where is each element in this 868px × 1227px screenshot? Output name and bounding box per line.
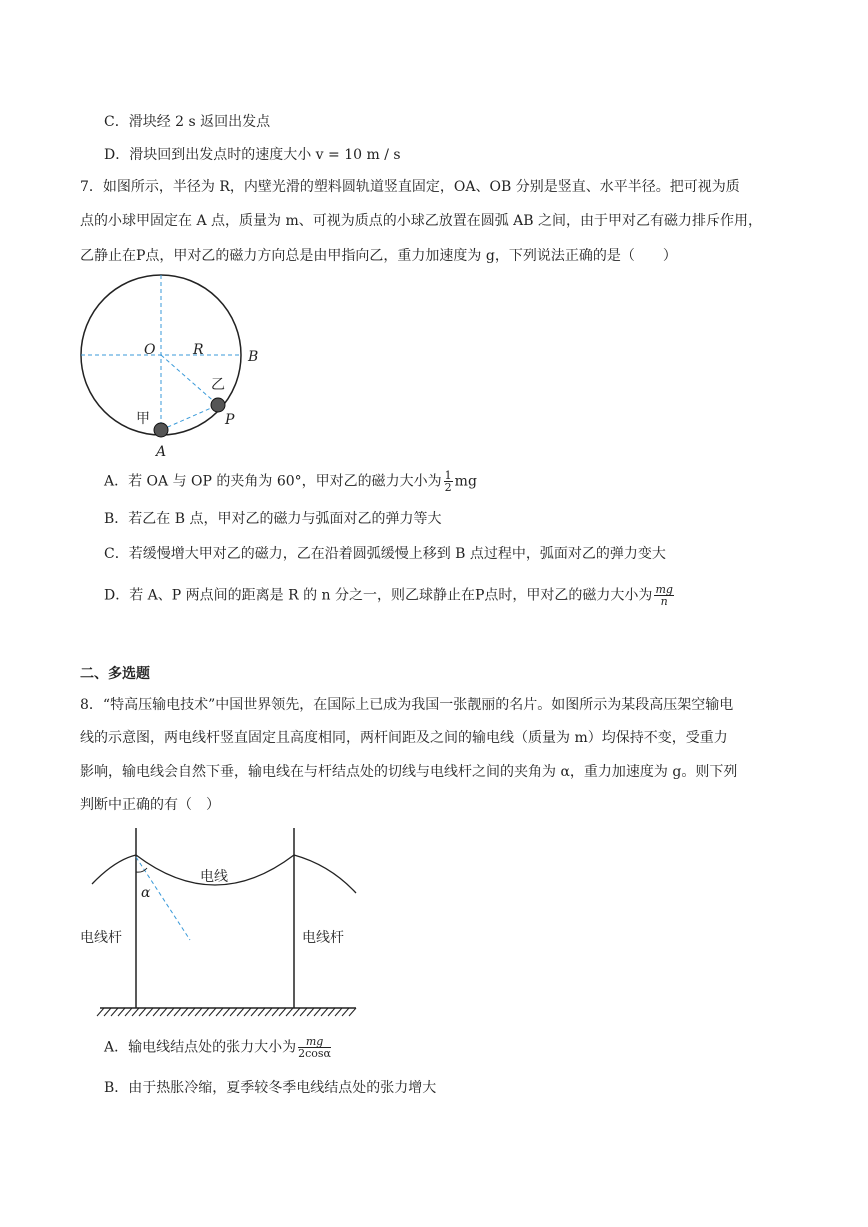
ground-hatch — [279, 1008, 286, 1016]
ground-hatch — [272, 1008, 279, 1016]
label-p: P — [225, 412, 235, 428]
ground-hatch — [314, 1008, 321, 1016]
ground-hatch — [160, 1008, 167, 1016]
q8-option-b: B．由于热胀冷缩，夏季较冬季电线结点处的张力增大 — [104, 1080, 437, 1096]
denominator: 2 — [444, 481, 452, 494]
ground-hatch — [328, 1008, 335, 1016]
fraction — [654, 584, 673, 607]
ground-hatch — [335, 1008, 342, 1016]
label-a: A — [156, 444, 167, 460]
fraction — [444, 470, 453, 493]
ground-hatch — [188, 1008, 195, 1016]
fraction — [298, 1036, 331, 1059]
q7-option-c: C．若缓慢增大甲对乙的磁力，乙在沿着圆弧缓慢上移到 B 点过程中，弧面对乙的弹力变大 — [104, 546, 666, 562]
label-pole-left: 电线杆 — [80, 930, 122, 946]
ground-hatch — [146, 1008, 153, 1016]
ground-hatch — [139, 1008, 146, 1016]
ground-hatch — [174, 1008, 181, 1016]
section-title: 二、多选题 — [80, 666, 150, 682]
circle-track-diagram — [81, 275, 258, 460]
ground-hatch — [111, 1008, 118, 1016]
numerator: mg — [298, 1036, 331, 1048]
q8-stem-line3: 影响，输电线会自然下垂，输电线在与杆结点处的切线与电线杆之间的夹角为 α，重力加速度为 g。则下列 — [80, 764, 738, 780]
label-pole-right: 电线杆 — [302, 930, 344, 946]
ground-hatch — [181, 1008, 188, 1016]
label-o: O — [144, 342, 156, 358]
ground-hatch — [293, 1008, 300, 1016]
q7-option-a-tail: mg — [454, 473, 477, 490]
ground-hatch — [223, 1008, 230, 1016]
label-jia: 甲 — [136, 411, 150, 427]
label-yi: 乙 — [211, 377, 225, 393]
q7-option-a — [104, 470, 477, 493]
q7-option-d-text: D．若 A、P 两点间的距离是 R 的 n 分之一，则乙球静止在P点时，甲对乙的磁力大小为 — [104, 587, 653, 604]
q7-option-b: B．若乙在 B 点，甲对乙的磁力与弧面对乙的弹力等大 — [104, 511, 442, 527]
label-b: B — [248, 349, 259, 365]
ground-hatch — [132, 1008, 139, 1016]
q7-stem-line2: 点的小球甲固定在 A 点，质量为 m、可视为质点的小球乙放置在圆弧 AB 之间，由于甲对乙有磁力排斥作用， — [80, 213, 763, 229]
q7-stem-line1: 7．如图所示，半径为 R，内壁光滑的塑料圆轨道竖直固定，OA、OB 分别是竖直、水平半径。把可视为质 — [80, 179, 740, 195]
numerator: mg — [655, 583, 673, 596]
ground-hatch — [216, 1008, 223, 1016]
ball-yi — [211, 398, 225, 412]
q8-stem-line1: 8．“特高压输电技术”中国世界领先，在国际上已成为我国一张靓丽的名片。如图所示为某段高压架空输电 — [80, 697, 734, 713]
ground-hatch — [202, 1008, 209, 1016]
ground-hatch — [251, 1008, 258, 1016]
q7-option-a-text: A．若 OA 与 OP 的夹角为 60°，甲对乙的磁力大小为 — [104, 473, 442, 490]
power-line-diagram — [80, 828, 356, 1016]
ground-hatch — [104, 1008, 111, 1016]
ground-hatch — [153, 1008, 160, 1016]
ground-hatch — [209, 1008, 216, 1016]
q7-option-d — [104, 584, 676, 607]
ground-hatch — [244, 1008, 251, 1016]
ground-hatch — [307, 1008, 314, 1016]
q8-option-a-text: A．输电线结点处的张力大小为 — [104, 1039, 297, 1056]
ground-hatch — [125, 1008, 132, 1016]
ground-hatch — [342, 1008, 349, 1016]
label-wire: 电线 — [200, 869, 228, 885]
q6-option-d: D．滑块回到出发点时的速度大小 v = 10 m / s — [104, 147, 401, 163]
q8-option-a — [104, 1036, 333, 1059]
numerator: 1 — [444, 469, 452, 482]
ground-hatch — [300, 1008, 307, 1016]
ground-hatch — [97, 1008, 104, 1016]
denominator: n — [660, 595, 668, 608]
ground-hatch — [195, 1008, 202, 1016]
q8-stem-line2: 线的示意图，两电线杆竖直固定且高度相同，两杆间距及之间的输电线（质量为 m）均保持不变，受重力 — [80, 730, 728, 746]
q7-stem-line3: 乙静止在P点，甲对乙的磁力方向总是由甲指向乙，重力加速度为 g，下列说法正确的是（ ） — [80, 248, 677, 264]
denominator: 2cosα — [298, 1047, 331, 1060]
ground-hatch — [167, 1008, 174, 1016]
ground-hatch — [237, 1008, 244, 1016]
ground-hatch — [118, 1008, 125, 1016]
ground-hatch — [286, 1008, 293, 1016]
label-r: R — [193, 342, 204, 358]
ground-hatch — [349, 1008, 356, 1016]
label-alpha: α — [141, 885, 151, 901]
ground-hatch — [230, 1008, 237, 1016]
ground-hatch — [321, 1008, 328, 1016]
ground-hatch — [265, 1008, 272, 1016]
q8-stem-line4: 判断中正确的有（ ） — [80, 797, 220, 813]
ball-jia — [154, 423, 168, 437]
q6-option-c: C．滑块经 2 s 返回出发点 — [104, 114, 271, 130]
ground-hatch — [258, 1008, 265, 1016]
